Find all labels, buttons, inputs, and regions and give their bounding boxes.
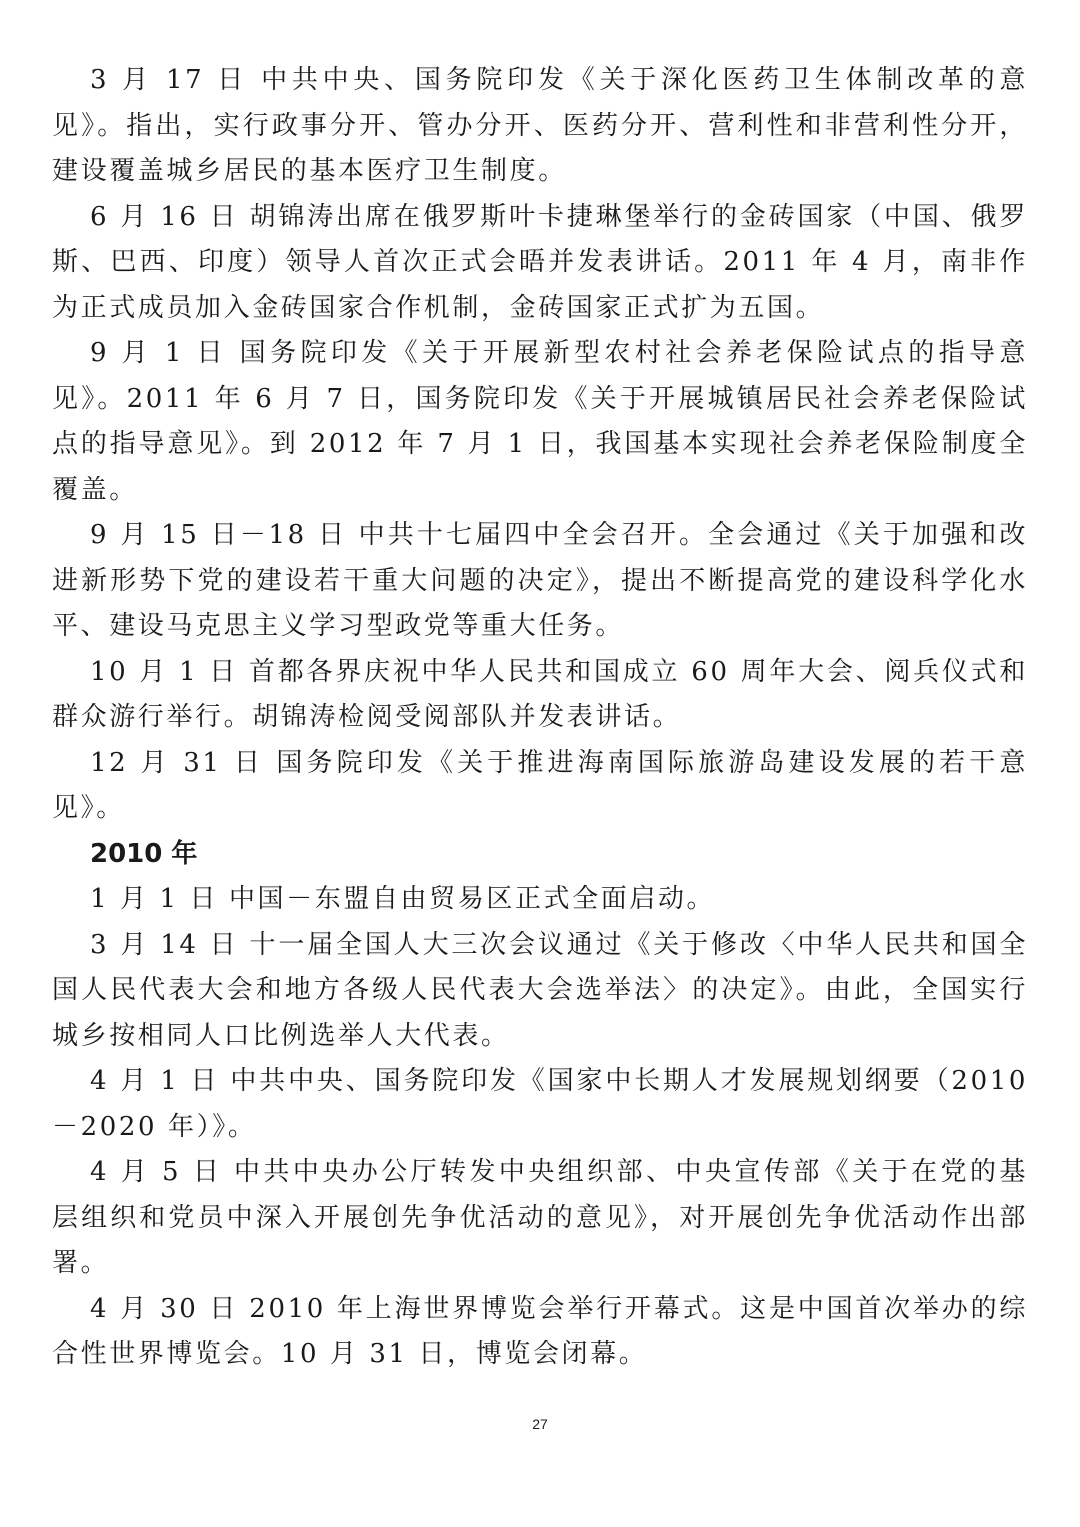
- document-body: [52, 58, 1028, 1378]
- entry-2009-10-01: 10 月 1 日 首都各界庆祝中华人民共和国成立 60 周年大会、阅兵仪式和群众游行举行。胡锦涛检阅受阅部队并发表讲话。: [52, 656, 1028, 732]
- entry-2010-04-30: 4 月 30 日 2010 年上海世界博览会举行开幕式。这是中国首次举办的综合性世界博览会。10 月 31 日，博览会闭幕。: [52, 1293, 1028, 1369]
- entry-2010-01-01: 1 月 1 日 中国－东盟自由贸易区正式全面启动。: [90, 884, 716, 914]
- entry-2009-12-31: 12 月 31 日 国务院印发《关于推进海南国际旅游岛建设发展的若干意见》。: [52, 747, 1028, 823]
- entry-2009-09-15: 9 月 15 日－18 日 中共十七届四中全会召开。全会通过《关于加强和改进新形势下党的建设若干重大问题的决定》，提出不断提高党的建设科学化水平、建设马克思主义学习型政党等重大任务。: [52, 520, 1028, 641]
- entry-2009-06-16: 6 月 16 日 胡锦涛出席在俄罗斯叶卡捷琳堡举行的金砖国家（中国、俄罗斯、巴西、印度）领导人首次正式会晤并发表讲话。2011 年 4 月，南非作为正式成员加入金砖国家合作机制，金砖国家正式扩为五国。: [52, 201, 1028, 323]
- year-heading-2010: 2010 年: [90, 838, 198, 869]
- entry-2010-04-01: 4 月 1 日 中共中央、国务院印发《国家中长期人才发展规划纲要（2010－2020 年）》。: [52, 1066, 1028, 1142]
- entry-2009-03-17: 3 月 17 日 中共中央、国务院印发《关于深化医药卫生体制改革的意见》。指出，实行政事分开、管办分开、医药分开、营利性和非营利性分开，建设覆盖城乡居民的基本医疗卫生制度。: [52, 65, 1028, 186]
- page-number: 27: [532, 1416, 548, 1432]
- entry-2010-04-05: 4 月 5 日 中共中央办公厅转发中央组织部、中央宣传部《关于在党的基层组织和党员中深入开展创先争优活动的意见》，对开展创先争优活动作出部署。: [52, 1157, 1028, 1278]
- entry-2009-09-01: 9 月 1 日 国务院印发《关于开展新型农村社会养老保险试点的指导意见》。2011 年 6 月 7 日，国务院印发《关于开展城镇居民社会养老保险试点的指导意见》。到 2012 年 7 月 1 日，我国基本实现社会养老保险制度全覆盖。: [52, 338, 1028, 505]
- entry-2010-03-14: 3 月 14 日 十一届全国人大三次会议通过《关于修改〈中华人民共和国全国人民代表大会和地方各级人民代表大会选举法〉的决定》。由此，全国实行城乡按相同人口比例选举人大代表。: [52, 929, 1028, 1051]
